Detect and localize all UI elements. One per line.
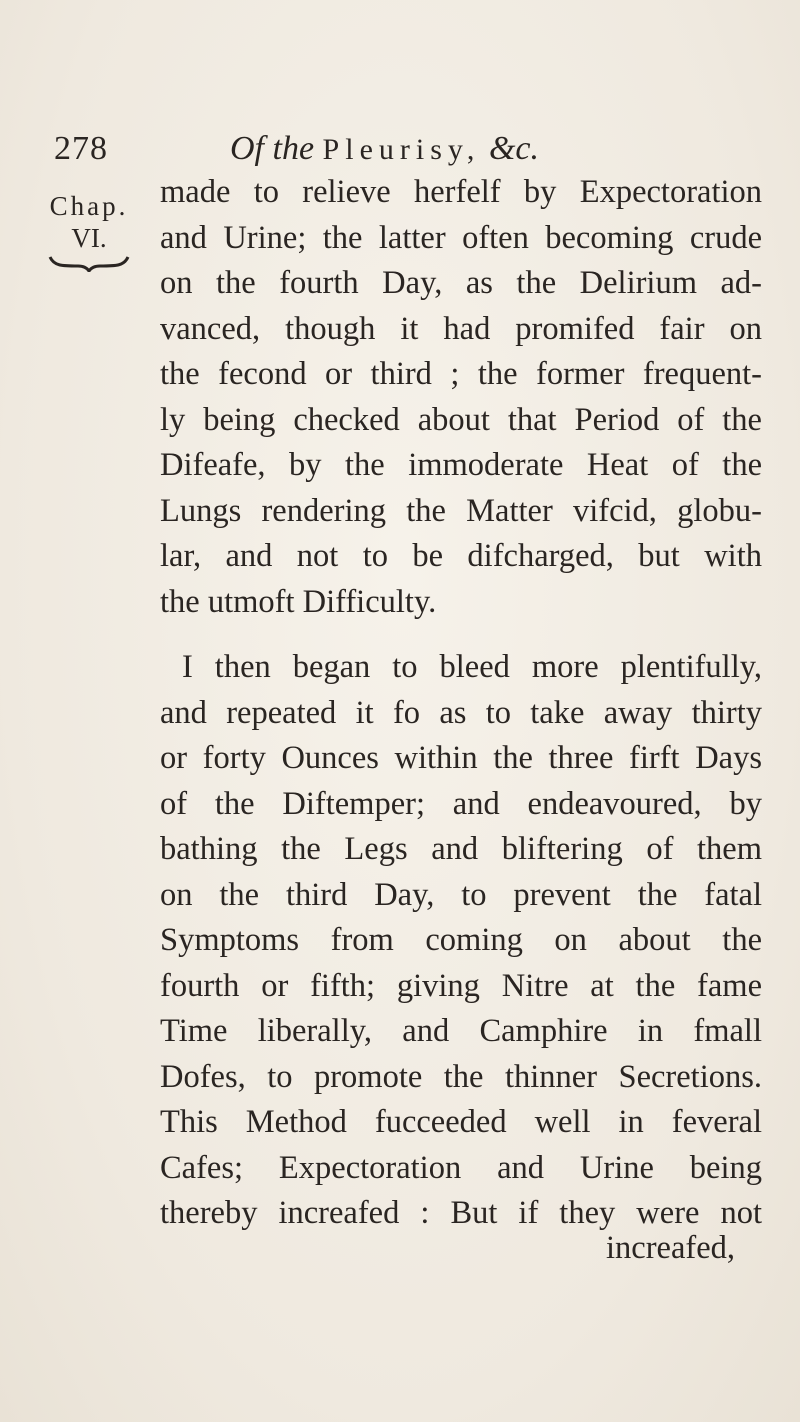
paragraph-1 [160, 170, 762, 625]
text-line: ly being checked about that Period of the [160, 401, 762, 438]
text-line: made to relieve herfelf by Expectoration [160, 174, 762, 210]
text-line: fourth or fifth; giving Nitre at the fame [160, 967, 762, 1004]
text-line: This Method fucceeded well in feveral [160, 1104, 762, 1140]
text-line: the fecond or third ; the former frequent- [160, 356, 762, 392]
catchword: increafed, [606, 1230, 736, 1266]
text-line: Symptoms from coming on about the [160, 922, 762, 958]
text-line: of the Diftemper; and endeavoured, by [160, 785, 762, 822]
paragraph-2 [160, 645, 762, 1237]
page-number: 278 [54, 130, 108, 167]
chapter-marginal-note [34, 190, 144, 272]
text-line: Lungs rendering the Matter vifcid, globu- [160, 492, 762, 529]
chapter-label: Chap. [49, 191, 129, 221]
text-line: on the fourth Day, as the Delirium ad- [160, 265, 762, 301]
text-line: Dofes, to promote the thinner Secretions. [160, 1058, 762, 1095]
text-line: Cafes; Expectoration and Urine being [160, 1149, 762, 1186]
title-caps: Pleurisy, [322, 133, 481, 166]
text-line: Difeafe, by the immoderate Heat of the [160, 447, 762, 483]
text-line: on the third Day, to prevent the fatal [160, 876, 762, 913]
text-line: and Urine; the latter often becoming crude [160, 219, 762, 256]
title-etc: &c. [488, 130, 539, 167]
text-line: Time liberally, and Camphire in fmall [160, 1013, 762, 1049]
text-line: lar, and not to be difcharged, but with [160, 538, 762, 574]
text-line: vanced, though it had promifed fair on [160, 310, 762, 347]
text-line: thereby increafed : But if they were not [160, 1195, 762, 1231]
text-line: I then began to bleed more plentifully, [182, 649, 762, 685]
chapter-number: VI. [71, 223, 107, 253]
title-italic: Of the [230, 130, 315, 167]
text-line: or forty Ounces within the three firft Days [160, 740, 762, 776]
page-title [230, 130, 539, 168]
curly-brace-icon [48, 254, 130, 272]
text-line: the utmoft Difficulty. [160, 583, 437, 620]
text-line: bathing the Legs and bliftering of them [160, 831, 762, 867]
text-line: and repeated it fo as to take away thirty [160, 694, 762, 731]
